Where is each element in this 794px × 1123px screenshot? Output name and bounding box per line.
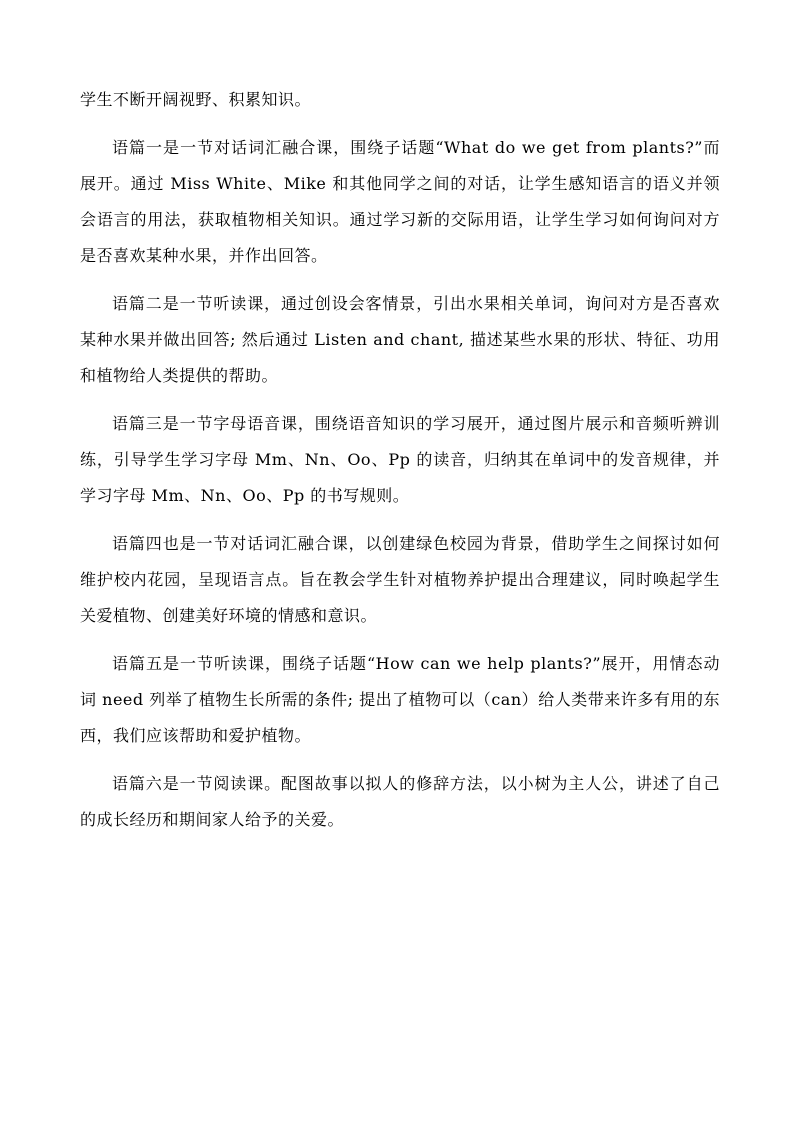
- paragraph-text-1: 语篇一是一节对话词汇融合课，围绕子话题“What do we get from plants?”而展开。通过 Miss White、Mike 和其他同学之间的对话，让学生感知语言的语义并领会语言的用法，获取植物相关知识。通过学习新的交际用语，让学生学习如何询问对方是否喜欢某种水果，并作出回答。: [80, 138, 720, 265]
- paragraph-text-6: 语篇六是一节阅读课。配图故事以拟人的修辞方法，以小树为主人公，讲述了自己的成长经历和期间家人给予的关爱。: [80, 774, 720, 829]
- document-body: [80, 82, 720, 850]
- paragraph-text-2: 语篇二是一节听读课，通过创设会客情景，引出水果相关单词，询问对方是否喜欢某种水果并做出回答; 然后通过 Listen and chant, 描述某些水果的形状、特征、功用和植物给人类提供的帮助。: [80, 294, 720, 385]
- paragraph-text-3: 语篇三是一节字母语音课，围绕语音知识的学习展开，通过图片展示和音频听辨训练，引导学生学习字母 Mm、Nn、Oo、Pp 的读音，归纳其在单词中的发音规律，并学习字母 Mm、Nn、Oo、Pp 的书写规则。: [80, 414, 720, 505]
- paragraph-continuation: 学生不断开阔视野、积累知识。: [80, 90, 312, 109]
- paragraph-text-4: 语篇四也是一节对话词汇融合课，以创建绿色校园为背景，借助学生之间探讨如何维护校内花园，呈现语言点。旨在教会学生针对植物养护提出合理建议，同时唤起学生关爱植物、创建美好环境的情感和意识。: [80, 534, 720, 625]
- paragraph-text-5: 语篇五是一节听读课，围绕子话题“How can we help plants?”展开，用情态动词 need 列举了植物生长所需的条件; 提出了植物可以（can）给人类带来许多有用的东西，我们应该帮助和爱护植物。: [80, 654, 720, 745]
